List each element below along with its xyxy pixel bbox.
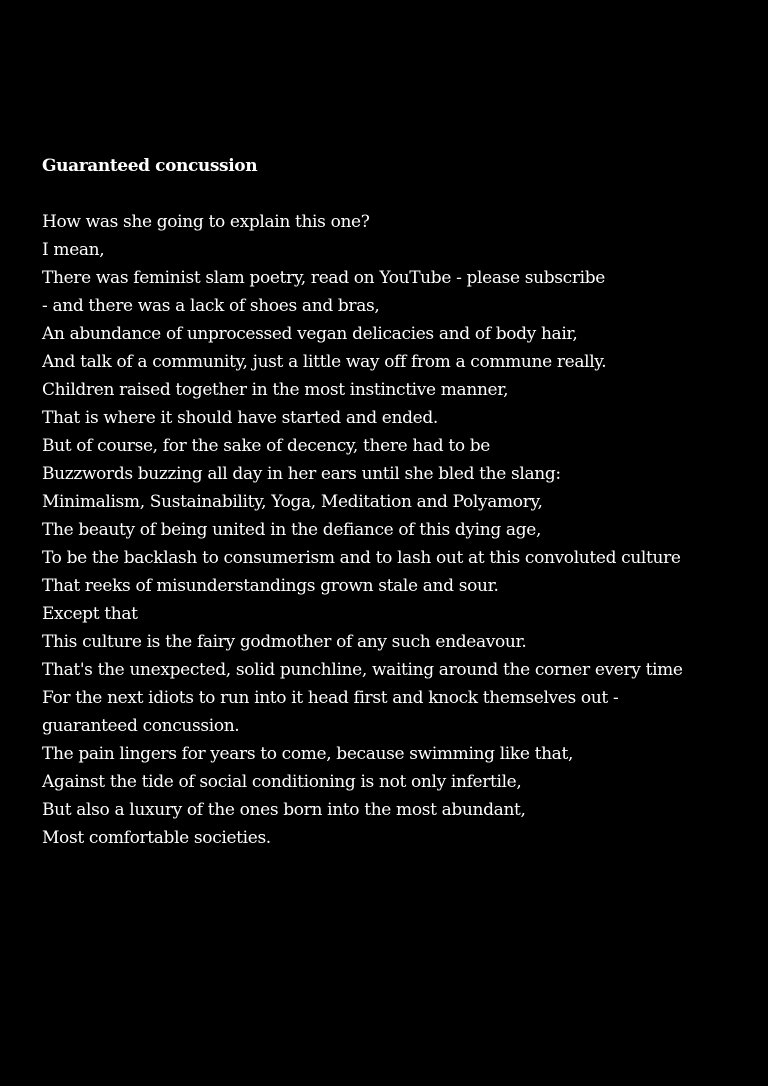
poem-line: Children raised together in the most instinctive manner,	[42, 380, 509, 400]
poem-line: That reeks of misunderstandings grown stale and sour.	[42, 576, 499, 596]
poem	[42, 152, 762, 852]
poem-line: - and there was a lack of shoes and bras,	[42, 296, 380, 316]
poem-line: And talk of a community, just a little way off from a commune really.	[42, 352, 607, 372]
poem-title: Guaranteed concussion	[42, 156, 258, 176]
poem-line: How was she going to explain this one?	[42, 212, 370, 232]
poem-line: Buzzwords buzzing all day in her ears until she bled the slang:	[42, 464, 561, 484]
poem-line: Minimalism, Sustainability, Yoga, Meditation and Polyamory,	[42, 492, 543, 512]
poem-line: An abundance of unprocessed vegan delicacies and of body hair,	[42, 324, 578, 344]
poem-line: That is where it should have started and ended.	[42, 408, 438, 428]
poem-line: That's the unexpected, solid punchline, waiting around the corner every time	[42, 660, 683, 680]
poem-line: guaranteed concussion.	[42, 716, 240, 736]
poem-line: But also a luxury of the ones born into the most abundant,	[42, 800, 526, 820]
poem-line: Against the tide of social conditioning is not only infertile,	[42, 772, 522, 792]
poem-lines	[42, 208, 762, 852]
poem-line: Except that	[42, 604, 138, 624]
poem-line: But of course, for the sake of decency, there had to be	[42, 436, 491, 456]
poem-line: The pain lingers for years to come, because swimming like that,	[42, 744, 574, 764]
poem-line: For the next idiots to run into it head first and knock themselves out -	[42, 688, 619, 708]
poem-line: This culture is the fairy godmother of any such endeavour.	[42, 632, 527, 652]
poem-line: Most comfortable societies.	[42, 828, 271, 848]
poem-line: I mean,	[42, 240, 105, 260]
poem-line: There was feminist slam poetry, read on YouTube - please subscribe	[42, 268, 605, 288]
poem-line: To be the backlash to consumerism and to lash out at this convoluted culture	[42, 548, 681, 568]
poem-line: The beauty of being united in the defiance of this dying age,	[42, 520, 542, 540]
